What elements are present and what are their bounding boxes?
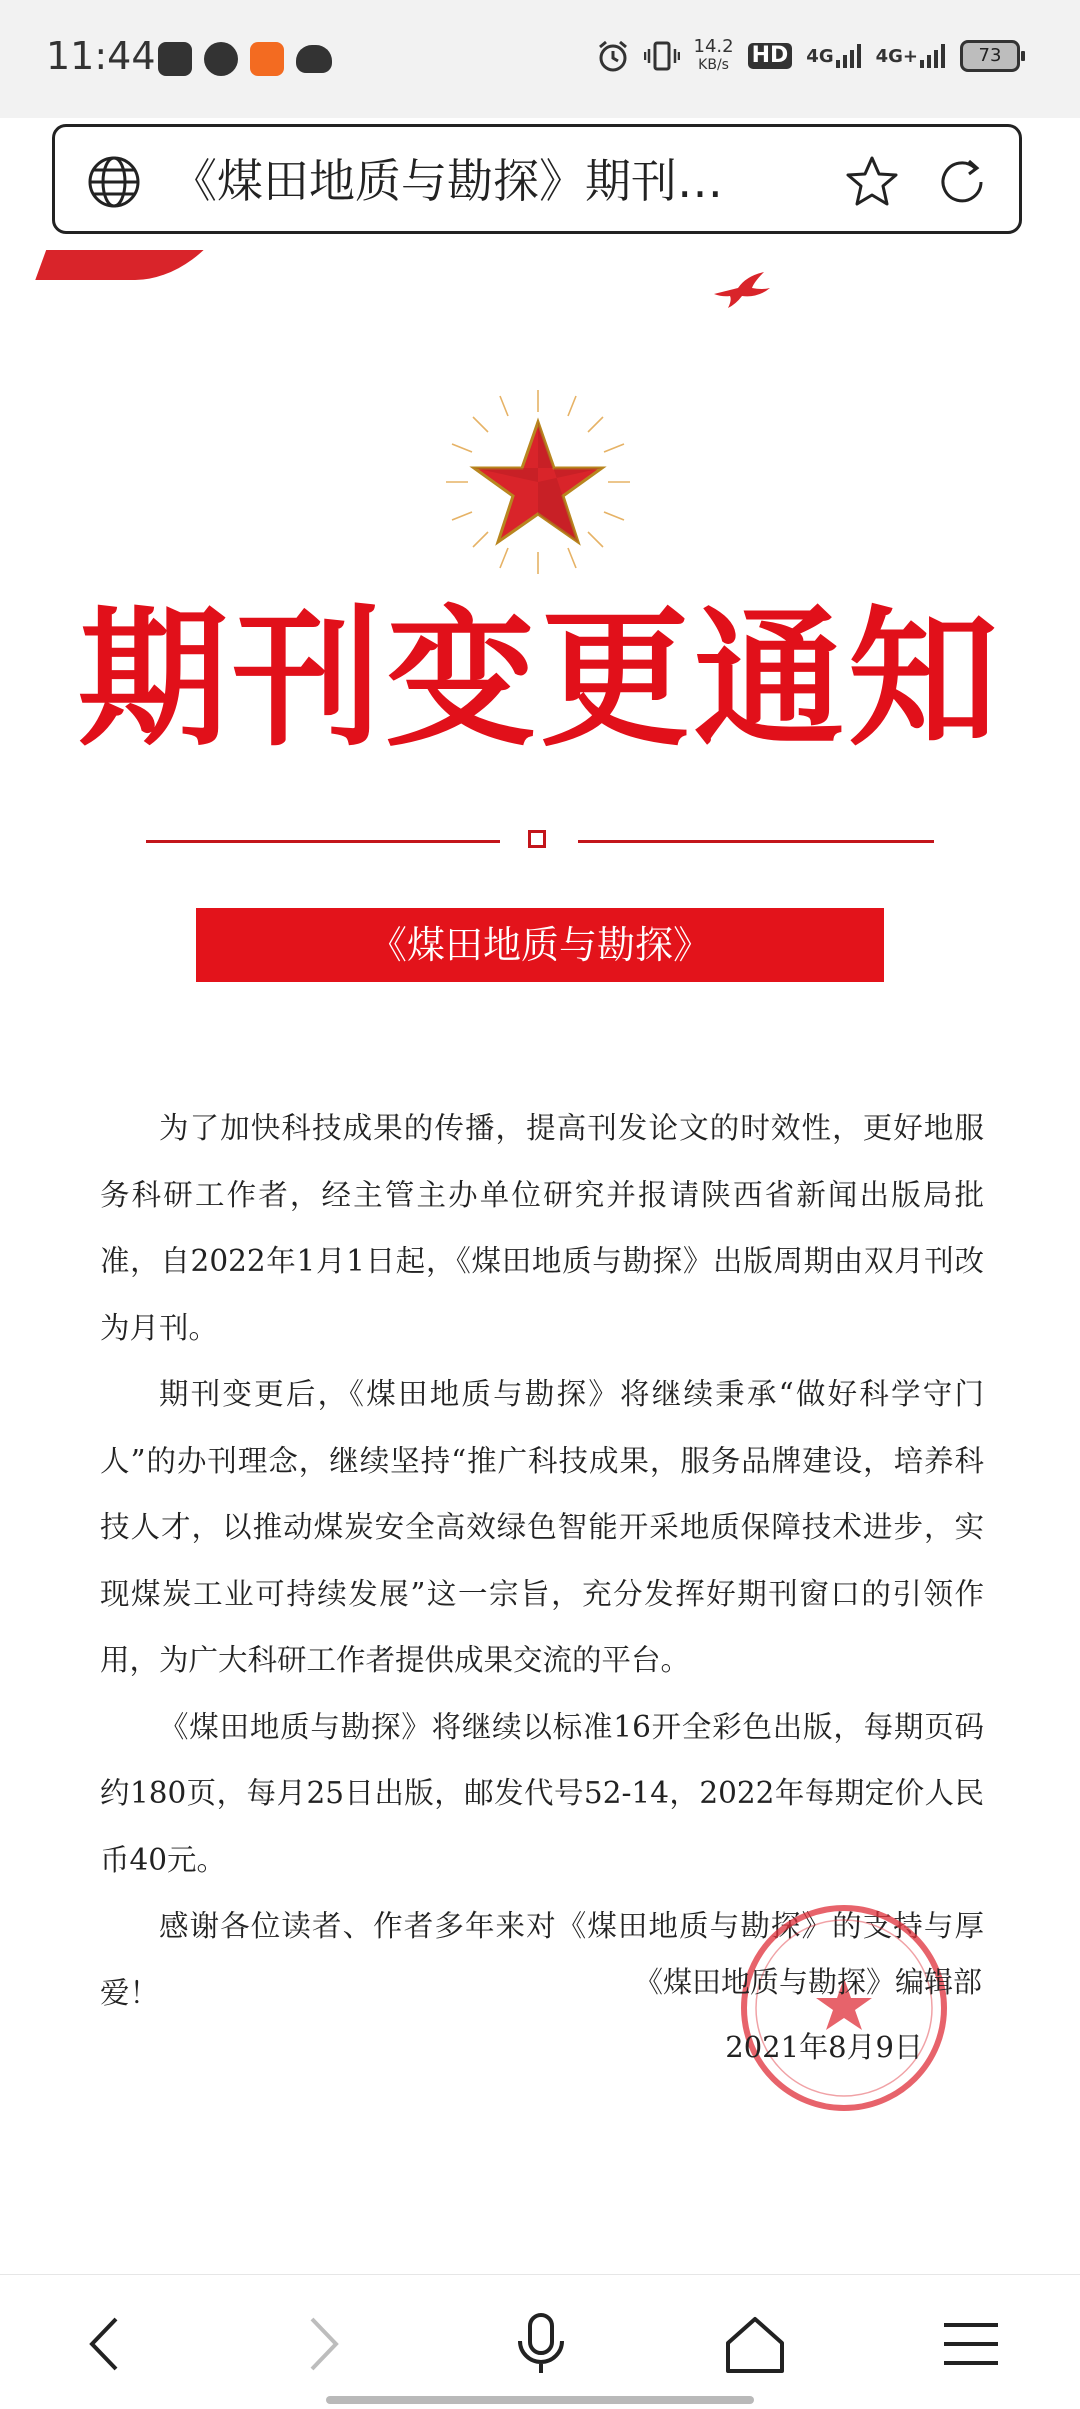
divider-line — [578, 840, 934, 843]
network-speed — [694, 38, 734, 74]
battery-icon — [960, 40, 1020, 72]
signal-icon — [836, 44, 862, 68]
sim1-label: 4G — [806, 46, 834, 67]
notice-image — [0, 250, 1080, 2270]
bottom-navigation — [0, 2274, 1080, 2409]
home-icon[interactable] — [720, 2309, 790, 2379]
red-star-icon — [438, 382, 638, 582]
microphone-icon[interactable] — [506, 2309, 576, 2379]
status-bar — [0, 0, 1080, 118]
decorative-ribbon — [35, 250, 230, 280]
journal-banner — [196, 908, 884, 982]
signature-date: 2021年8月9日 — [725, 2030, 923, 2064]
forward-icon[interactable] — [286, 2309, 356, 2379]
network-speed-unit: KB/s — [698, 57, 729, 73]
divider-line — [146, 840, 500, 843]
signal-icon — [920, 44, 946, 68]
app-notification-icon — [250, 42, 284, 76]
reload-icon[interactable] — [935, 155, 989, 209]
notice-body — [100, 1095, 984, 2026]
back-icon[interactable] — [72, 2309, 142, 2379]
paragraph: 期刊变更后，《煤田地质与勘探》将继续秉承“做好科学守门人”的办刊理念，继续坚持“推广科技成果，服务品牌建设，培养科技人才，以推动煤炭安全高效绿色智能开采地质保障技术进步，实现煤炭工业可持续发展”这一宗旨，充分发挥好期刊窗口的引领作用，为广大科研工作者提供成果交流的平台。 — [100, 1377, 984, 1677]
status-time: 11:44 — [46, 34, 156, 78]
paragraph: 为了加快科技成果的传播，提高刊发论文的时效性，更好地服务科研工作者，经主管主办单位研究并报请陕西省新闻出版局批准，自2022年1月1日起，《煤田地质与勘探》出版周期由双月刊改为月刊。 — [100, 1111, 984, 1345]
star-icon[interactable] — [843, 153, 901, 211]
sim2-signal — [876, 44, 946, 68]
paragraph: 《煤田地质与勘探》将继续以标准16开全彩色出版，每期页码约180页，每月25日出版，邮发代号52-14，2022年每期定价人民币40元。 — [100, 1709, 984, 1877]
globe-icon[interactable] — [87, 155, 141, 209]
sim2-label: 4G+ — [875, 46, 918, 67]
menu-icon[interactable] — [936, 2309, 1006, 2379]
notification-icons — [158, 42, 332, 76]
gallery-icon — [158, 42, 192, 76]
dove-icon — [712, 270, 772, 310]
home-indicator[interactable] — [326, 2396, 754, 2404]
page-title[interactable]: 《煤田地质与勘探》期刊… — [171, 154, 723, 208]
hd-badge: HD — [748, 43, 793, 69]
paragraph: 感谢各位读者、作者多年来对《煤田地质与勘探》的支持与厚爱！ — [100, 1909, 984, 2010]
journal-banner-text: 《煤田地质与勘探》 — [368, 923, 711, 967]
divider-square — [528, 830, 546, 848]
sim1-signal — [806, 44, 861, 68]
signature-organization: 《煤田地质与勘探》编辑部 — [633, 1965, 982, 1999]
system-indicators — [596, 38, 1020, 74]
cloud-icon — [296, 45, 332, 73]
vibrate-icon — [644, 39, 680, 73]
chat-icon — [204, 42, 238, 76]
notice-title: 期刊变更通知 — [77, 593, 1002, 767]
network-speed-value: 14.2 — [693, 36, 734, 57]
address-bar[interactable] — [52, 124, 1022, 234]
official-seal-icon — [736, 1900, 952, 2116]
alarm-icon — [596, 39, 630, 73]
battery-level: 73 — [978, 45, 1002, 66]
